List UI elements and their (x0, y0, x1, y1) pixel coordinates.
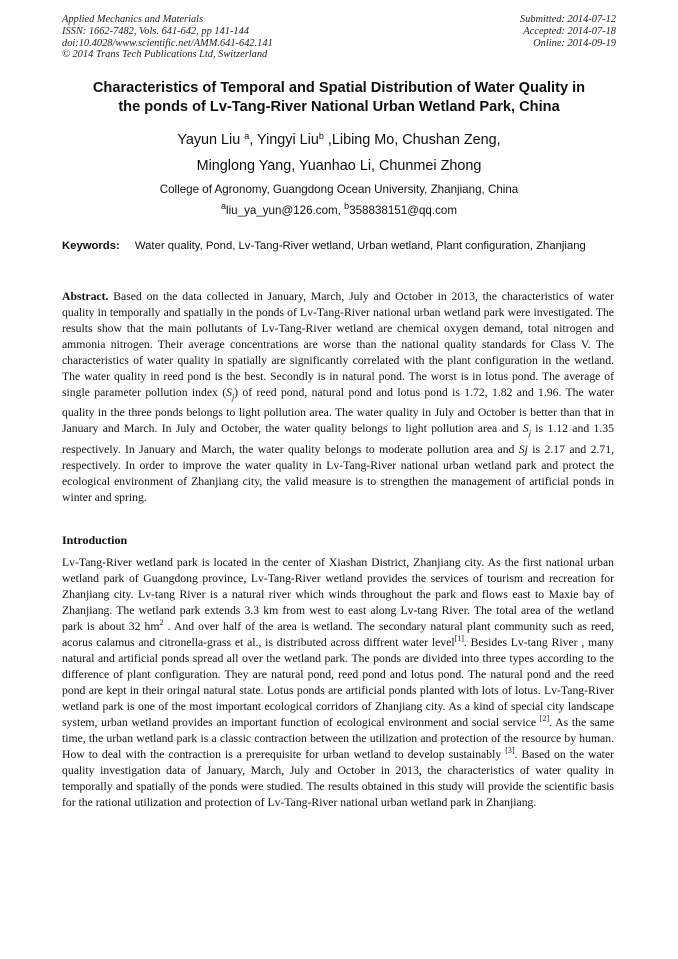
keywords (62, 239, 614, 255)
keywords-label: Keywords: (62, 240, 120, 252)
email-mark: a (221, 201, 227, 211)
journal-name: Applied Mechanics and Materials (62, 14, 204, 25)
introduction-text (62, 555, 614, 811)
author-affiliation-mark: a (244, 131, 250, 141)
journal-issn: ISSN: 1662-7482, Vols. 641-642, pp 141-144 (62, 25, 250, 37)
intro-sentence: . Based on the water quality investigation data of January, March, July and October in 2013, the characteristics of water quality in temporally and spatially of the ponds were studied. The results obtained in this study will provide the scientific basis for the rational utilization and protection of Lv-Tang-River national urban wetland park in Zhanjiang. (62, 748, 614, 809)
citation-ref[interactable]: [2] (539, 714, 550, 723)
abstract-text: is 1.12 and 1.35 respectively. In January and March, the water quality belongs to moderate pollution area and (62, 422, 614, 456)
submitted-date: Submitted: 2014-07-12 (519, 14, 616, 25)
email-link[interactable]: liu_ya_yun@126.com, (226, 204, 345, 217)
accepted-date: Accepted: 2014-07-18 (523, 25, 616, 37)
authors-line-1 (40, 130, 638, 150)
email-link[interactable]: 358838151@qq.com (349, 204, 457, 217)
paper-title-line-1: Characteristics of Temporal and Spatial Distribution of Water Quality in (92, 80, 586, 96)
journal-doi: doi:10.4028/www.scientific.net/AMM.641-642.141 (62, 37, 273, 49)
email-mark: b (344, 201, 350, 211)
symbol-sj-subscript: j (231, 392, 235, 402)
affiliation: College of Agronomy, Guangdong Ocean University, Zhanjiang, China (159, 183, 519, 196)
citation-ref[interactable]: [3] (505, 746, 515, 755)
author-affiliation-mark: b (318, 131, 324, 141)
intro-sentence: . As the same time, the urban wetland park is a classic contraction between the utilization and protection of the resource by human. How to deal with the contraction is a prerequisite for urban wetland to develop sustainably (62, 716, 615, 761)
journal-header-left (62, 14, 273, 61)
symbol-sj: S (226, 386, 232, 399)
symbol-sj: S (522, 422, 529, 436)
abstract-text: Based on the data collected in January, March, July and October in 2013, the characteristics of water quality in temporally and spatially in the ponds of Lv-Tang-River national urban wetland park were investigated. The results show that the main pollutants of Lv-Tang-River wetland are chemical oxygen demand, total nitrogen and ammonia nitrogen. Their average concentrations are worse than the national quality standards for Class V. The characteristics of water quality in spatially are significantly correlated with the plant configuration in the wetland. The water quality in reed pond is the best. Secondly is in natural pond. The worst is in lotus pond. The average of single parameter pollution index ( (62, 290, 614, 399)
section-heading-introduction: Introduction (62, 533, 128, 547)
intro-sentence: . Besides Lv-tang River , many natural and artificial ponds spread all over the wetland park. The ponds are divided into three types according to the difference of plant configuration. They are natural pond, reed pond and lotus pond. The natural pond and the reed pond are kept in their oringal natural state. Lotus ponds are artificial ponds planted with lots of lotus. Lv-Tang-River wetland park is one of the most important ecological corridors of Zhanjiang city. As a kind of special city landscape system, urban wetland provides an important function of ecological environment and social service (62, 636, 614, 729)
authors-line-2: Minglong Yang, Yuanhao Li, Chunmei Zhong (196, 158, 482, 174)
symbol-sj-subscript: j (528, 428, 531, 438)
paper-title-line-2: the ponds of Lv-Tang-River National Urban Wetland Park, China (118, 99, 560, 115)
abstract-label: Abstract. (62, 290, 109, 303)
citation-ref[interactable]: [1] (454, 634, 464, 643)
online-date: Online: 2014-09-19 (533, 37, 616, 49)
author-name: Yayun Liu (177, 132, 241, 148)
keywords-text: Water quality, Pond, Lv-Tang-River wetland, Urban wetland, Plant configuration, Zhanjiang (134, 240, 586, 252)
journal-header-right (520, 14, 616, 49)
abstract-text: ) of reed pond, natural pond and lotus pond is 1.72, 1.82 and 1.96. The water quality in the three ponds belongs to light pollution area. The water quality in July and October is better than that in January and March. In July and October, the water quality belongs to light pollution area and (62, 386, 614, 436)
author-names: ,Libing Mo, Chushan Zeng, (323, 132, 501, 148)
symbol-sj: Sj (518, 442, 528, 456)
paper-title (50, 79, 628, 117)
abstract (62, 289, 614, 506)
author-name: , Yingyi Liu (249, 132, 319, 148)
abstract-text: is 2.17 and 2.71, respectively. In order to improve the water quality in Lv-Tang-River national urban wetland park and protect the ecological environment of Zhanjiang city, the valid measure is to strengthen the management of artificial ponds in winter and spring. (62, 442, 614, 504)
journal-copyright: © 2014 Trans Tech Publications Ltd, Switzerland (62, 49, 268, 61)
intro-sentence: . And over half of the area is wetland. The secondary natural plant community such as reed, acorus calamus and citronella-grass et al., is distributed across diffrent water level (62, 620, 614, 649)
superscript-2: 2 (159, 618, 164, 627)
author-emails (40, 203, 638, 218)
intro-sentence: Lv-Tang-River wetland park is located in the center of Xiashan District, Zhanjiang city. As the first national urban wetland park of Guangdong province, Lv-Tang-River wetland provides the services of tourism and recreation for Zhanjiang city. Lv-tang River is a natural river which winds throughout the park and flows east to Maxie bay of Zhanjiang. The wetland park extends 3.3 km from west to east along Lv-tang River. The total area of the wetland park is about 32 hm (62, 556, 614, 633)
